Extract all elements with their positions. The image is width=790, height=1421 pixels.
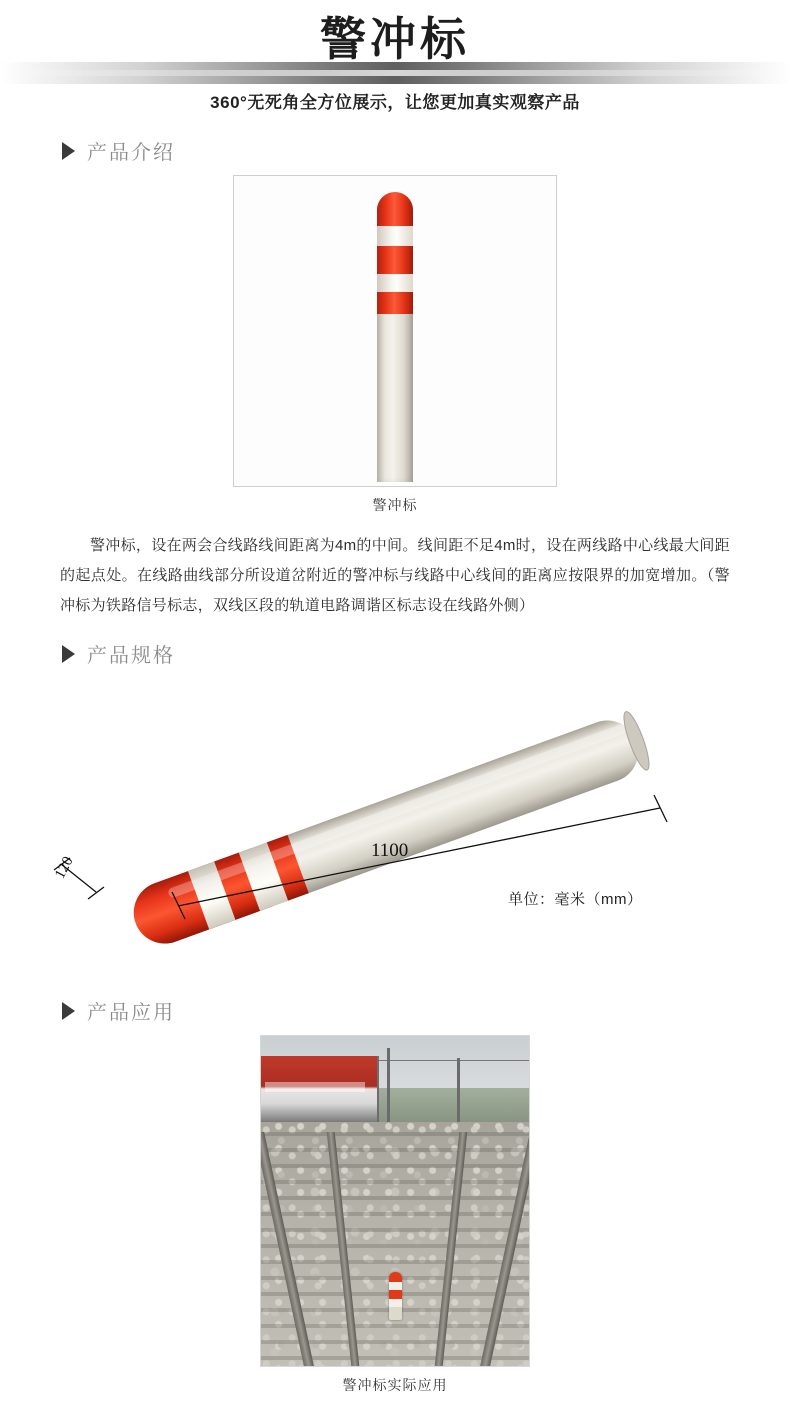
post-band-red-3 <box>377 292 413 314</box>
triangle-bullet-icon <box>62 142 75 160</box>
bottom-spacer <box>0 1395 790 1421</box>
application-photo-figure <box>0 1035 790 1395</box>
spec-diameter-label: 120 <box>52 854 77 882</box>
triangle-bullet-icon <box>62 1002 75 1020</box>
warning-post-illustration <box>377 192 413 482</box>
page-title: 警冲标 <box>320 12 470 66</box>
product-intro-text: 警冲标，设在两会合线路线间距离为4m的中间。线间距不足4m时，设在两线路中心线最大间距的起点处。在线路曲线部分所设道岔附近的警冲标与线路中心线间的距离应按限界的加宽增加。（警冲标为铁路信号标志，双线区段的轨道电路调谐区标志设在线路外侧） <box>60 537 730 614</box>
spec-diagram-svg <box>0 678 790 978</box>
section-heading-spec <box>62 639 790 668</box>
post-band-red-2 <box>377 246 413 274</box>
section-heading-intro <box>62 136 790 165</box>
post-band-white-2 <box>377 274 413 292</box>
catenary-pole-left <box>387 1048 390 1122</box>
post-band-red-top <box>377 192 413 226</box>
installed-warning-post <box>389 1272 402 1320</box>
section-label-intro: 产品介绍 <box>87 142 175 164</box>
catenary-wire <box>379 1060 529 1061</box>
spec-diagram <box>0 678 790 978</box>
product-photo-image <box>233 175 557 487</box>
post-band-white-1 <box>377 226 413 246</box>
section-label-application: 产品应用 <box>87 1002 175 1024</box>
product-photo-caption: 警冲标 <box>372 497 418 513</box>
triangle-bullet-icon <box>62 645 75 663</box>
header-decoration-highlight <box>0 70 790 76</box>
page-subtitle: 360°无死角全方位展示，让您更加真实观察产品 <box>210 93 580 112</box>
product-photo-figure <box>0 175 790 515</box>
section-heading-application <box>62 996 790 1025</box>
red-train <box>260 1056 379 1122</box>
page-header <box>0 0 790 118</box>
section-label-spec: 产品规格 <box>87 645 175 667</box>
application-photo-image <box>260 1035 530 1367</box>
catenary-pole-right <box>457 1058 460 1122</box>
tree-line <box>373 1088 530 1122</box>
spec-length-label: 1100 <box>371 840 409 861</box>
spec-unit-note: 单位：毫米（mm） <box>508 891 643 908</box>
application-photo-caption: 警冲标实际应用 <box>342 1377 448 1393</box>
